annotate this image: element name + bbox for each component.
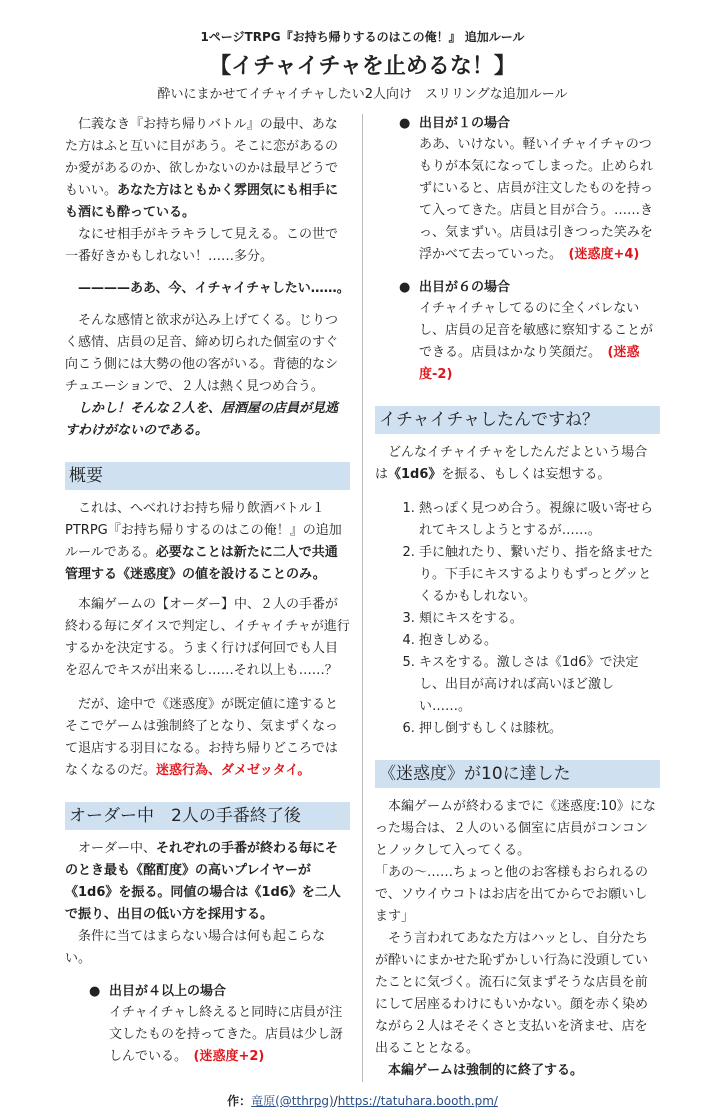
case-body: イチャイチャしてるのに全くバレないし、店員の足音を敏感に察知することができる。店員はかなり笑顔だ。 bbox=[419, 301, 654, 360]
intro-text: 仁義なき『お持ち帰りバトル』の最中、あなた方はふと互いに目があう。そこに恋があるのか愛があるのか、欲しかないのかは最早どうでもいい。 bbox=[65, 117, 339, 198]
page-title: 【イチャイチャを止めるな！】 bbox=[209, 54, 516, 79]
twitter-handle-link[interactable]: (@tthrpg) bbox=[275, 1094, 334, 1108]
case-item bbox=[65, 982, 350, 1068]
flirt-bold: 《1d6》 bbox=[388, 467, 442, 482]
limit-paragraph-2: そう言われてあなた方はハッとし、自分たちが酔いにまかせた恥ずかしい行為に没頭していたことに気づく。流石に気まずそうな店員を前にして居座るわけにもいかない。顔を赤く染めながら２人はそそくさと支払いを済ませ、店を出ることとなる。 bbox=[375, 931, 649, 1056]
overview-text: これは、へべれけお持ち帰り飲酒バトル１PTRPG『お持ち帰りするのはこの俺！』の追加ルールである。 bbox=[65, 501, 342, 560]
overview-paragraph-3 bbox=[65, 694, 350, 782]
page-subtitle: 酔いにまかせてイチャイチャしたい2人向け スリリングな追加ルール bbox=[157, 87, 568, 102]
credit-label: 作： bbox=[227, 1094, 252, 1108]
intro-paragraph bbox=[65, 114, 350, 224]
case-title: 出目が４以上の場合 bbox=[109, 984, 227, 999]
case-effect: (迷惑度-2) bbox=[419, 345, 640, 382]
section-heading-order: オーダー中 2人の手番終了後 bbox=[65, 802, 350, 830]
overview-section bbox=[65, 462, 350, 782]
overview-paragraph-2: 本編ゲームの【オーダー】中、２人の手番が終わる毎にダイスで判定し、イチャイチャが進行するかを決定する。うまく行けば何回でも人目を忍んでキスが出来るし……それ以上も……？ bbox=[65, 597, 350, 678]
limit-section bbox=[375, 760, 660, 1082]
case-effect: (迷惑度+4) bbox=[568, 247, 640, 262]
list-item: 5. キスをする。激しさは《1d6》で決定し、出目が高ければ高いほど激しい……。 bbox=[419, 652, 660, 718]
flirt-section bbox=[375, 406, 660, 740]
case-body: イチャイチャし終えると同時に店員が注文したものを持ってきた。店員は少し訝しんでいる。 bbox=[109, 1005, 344, 1064]
order-section bbox=[65, 802, 350, 1068]
bullet-icon: ● bbox=[399, 280, 411, 295]
case-item bbox=[375, 278, 660, 386]
left-column bbox=[65, 114, 362, 1082]
section-heading-limit: 《迷惑度》が10に達した bbox=[375, 760, 660, 788]
order-paragraph-2: 条件に当てはまらない場合は何も起こらない。 bbox=[65, 929, 326, 966]
case-body: ああ、いけない。軽いイチャイチャのつもりが本気になってしまった。止められずにいると、店員が注文したものを持って入ってきた。店員と目が合う。……きっ、気まずい。店員は引きつった笑みを浮かべて去っていった。 bbox=[419, 137, 654, 262]
case-title: 出目が６の場合 bbox=[419, 280, 511, 295]
flirt-list bbox=[375, 498, 660, 740]
case-text bbox=[419, 134, 660, 266]
case-item bbox=[375, 114, 660, 266]
separator: / bbox=[333, 1094, 338, 1108]
series-title: 1ページTRPG『お持ち帰りするのはこの俺！』 追加ルール bbox=[200, 30, 525, 44]
list-item: 2. 手に触れたり、繋いだり、指を絡ませたり。下手にキスするよりもずっとグッとくるかもしれない。 bbox=[419, 542, 660, 608]
flirt-text: どんなイチャイチャをしたんだよという場合は bbox=[375, 445, 648, 482]
overview-paragraph bbox=[65, 498, 350, 586]
intro-paragraph-3: そんな感情と欲求が込み上げてくる。じりつく感情、店員の足音、締め切られた個室のすぐ向こう側には大勢の他の客がいる。背徳的なシチュエーションで、２人は熱く見つめ合う。 bbox=[65, 313, 339, 394]
flirt-paragraph bbox=[375, 442, 660, 486]
right-column bbox=[362, 114, 660, 1082]
list-item: 6. 押し倒すもしくは膝枕。 bbox=[419, 718, 660, 740]
intro-section bbox=[65, 114, 350, 442]
section-heading-flirt: イチャイチャしたんですね？ bbox=[375, 406, 660, 434]
columns bbox=[0, 114, 725, 1082]
section-heading-overview: 概要 bbox=[65, 462, 350, 490]
cases-continued bbox=[375, 114, 660, 386]
flirt-text-rest: を振る、もしくは妄想する。 bbox=[441, 467, 611, 482]
list-item: 4. 抱きしめる。 bbox=[419, 630, 660, 652]
overview-bold: 必要なことは新たに二人で共通管理する《迷惑度》の値を設けることのみ。 bbox=[65, 545, 338, 582]
dash-line: ————ああ、今、イチャイチャしたい……。 bbox=[78, 281, 350, 296]
author-link[interactable]: 竜原 bbox=[251, 1094, 276, 1108]
overview-text-3: だが、途中で《迷惑度》が既定値に達するとそこでゲームは強制終了となり、気まずくなって退店する羽目になる。お持ち帰りどころではなくなるのだ。 bbox=[65, 697, 339, 778]
bullet-icon: ● bbox=[89, 984, 101, 999]
booth-url-link[interactable]: https://tatuhara.booth.pm/ bbox=[337, 1094, 498, 1108]
case-effect: (迷惑度+2) bbox=[193, 1049, 265, 1064]
list-item: 1. 熱っぽく見つめ合う。視線に吸い寄せられてキスしようとするが……。 bbox=[419, 498, 660, 542]
intro-bold: あなた方はともかく雰囲気にも相手にも酒にも酔っている。 bbox=[65, 183, 339, 220]
limit-paragraph: 本編ゲームが終わるまでに《迷惑度:10》になった場合は、２人のいる個室に店員がコンコンとノックして入ってくる。 bbox=[375, 799, 656, 858]
intro-paragraph-4: しかし！そんな２人を、居酒屋の店員が見逃すわけがないのである。 bbox=[65, 401, 339, 438]
order-text: オーダー中、 bbox=[78, 841, 157, 856]
list-item: 3. 頬にキスをする。 bbox=[419, 608, 660, 630]
order-paragraph bbox=[65, 838, 350, 926]
intro-paragraph-2: なにせ相手がキラキラして見える。この世で一番好きかもしれない！……多分。 bbox=[65, 227, 339, 264]
game-end-text: 本編ゲームは強制的に終了する。 bbox=[388, 1063, 584, 1078]
footer-credit bbox=[0, 1092, 725, 1120]
case-text bbox=[109, 1002, 350, 1068]
case-title: 出目が１の場合 bbox=[419, 116, 511, 131]
case-text bbox=[419, 298, 660, 386]
clerk-quote: 「あの～……ちょっと他のお客様もおられるので、ソウイウコトはお店を出てからでお願いします」 bbox=[375, 865, 649, 924]
warning-text: 迷惑行為、ダメゼッタイ。 bbox=[156, 763, 311, 778]
order-bold: それぞれの手番が終わる毎にそのとき最も《酩酊度》の高いプレイヤーが《1d6》を振る。同値の場合は《1d6》を二人で振り、出目の低い方を採用する。 bbox=[65, 841, 341, 922]
bullet-icon: ● bbox=[399, 116, 411, 131]
